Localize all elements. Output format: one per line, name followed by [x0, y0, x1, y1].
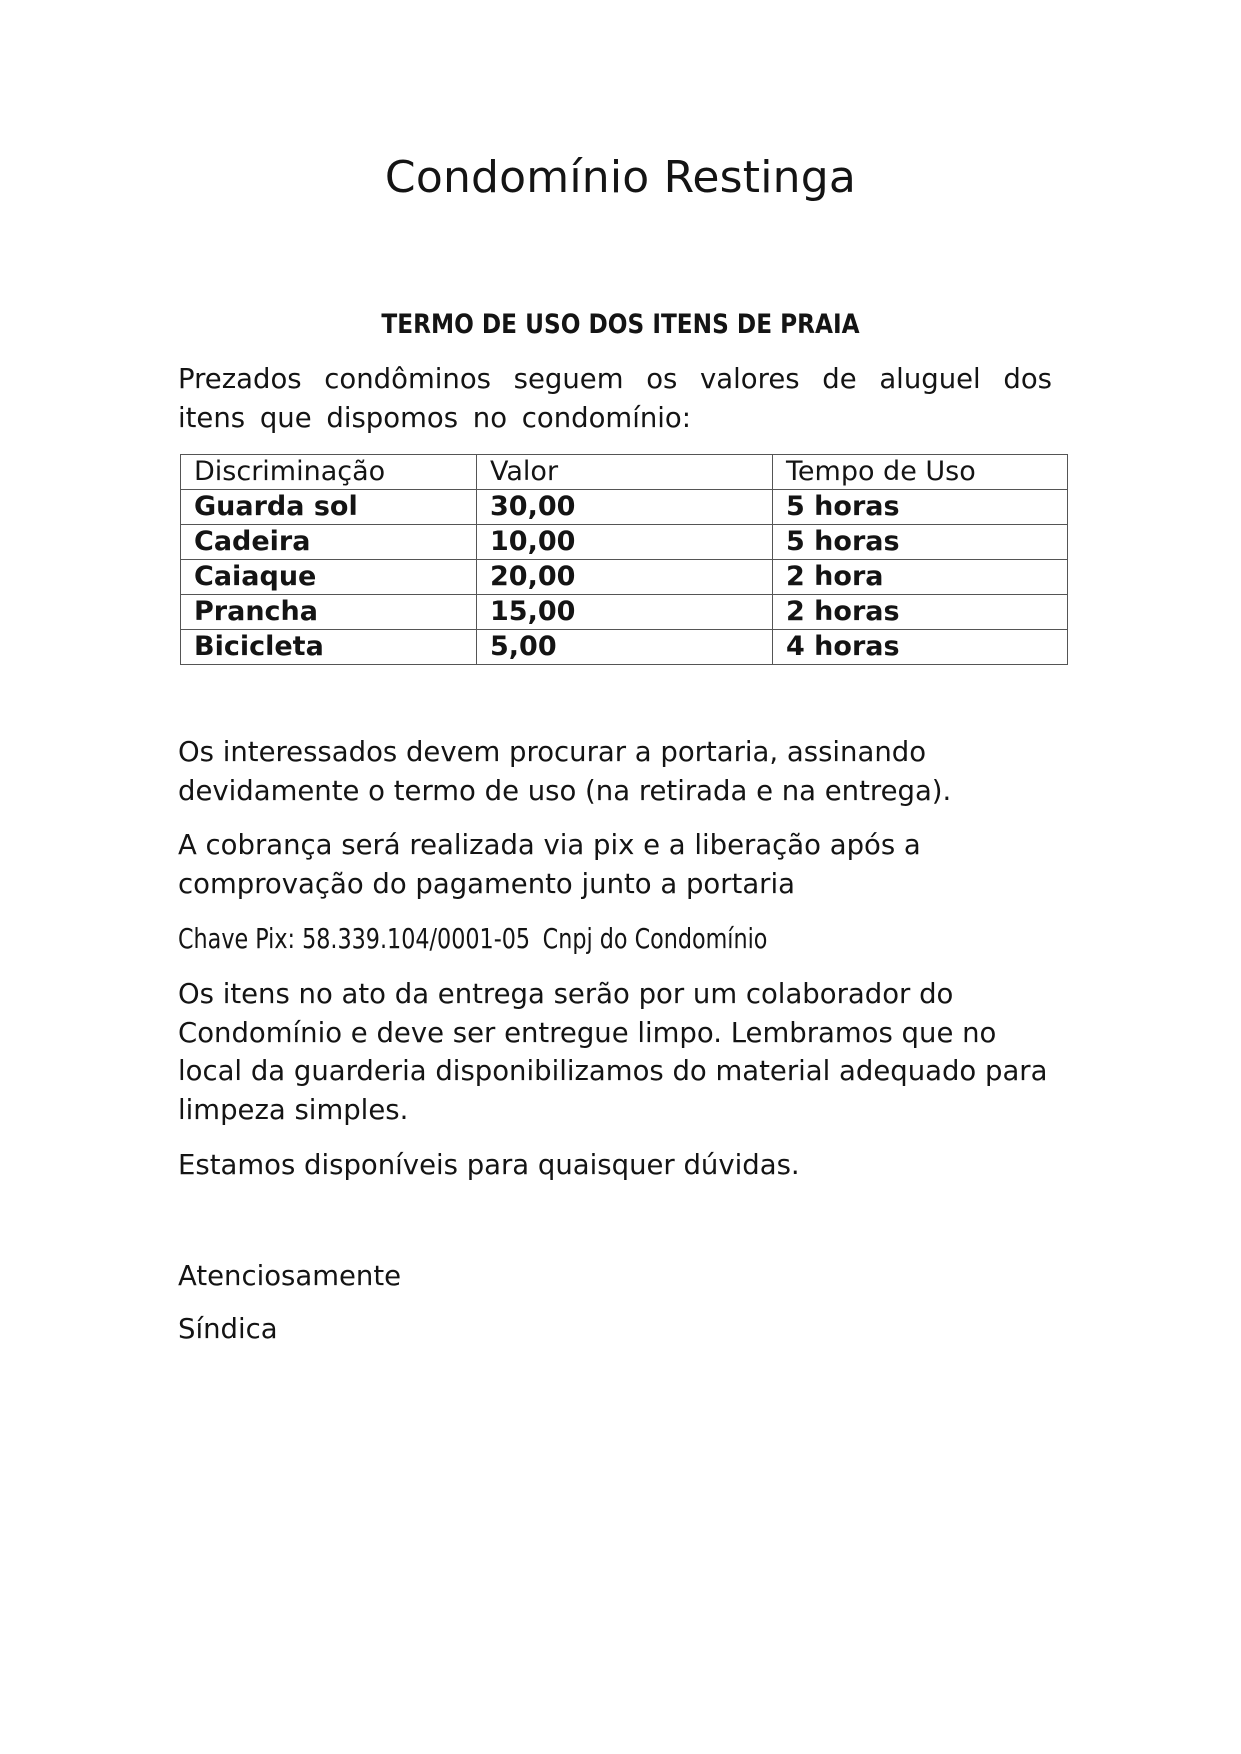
payment-paragraph: A cobrança será realizada via pix e a liberação após a comprovação do pagamento junto a portaria	[178, 829, 921, 900]
pix-note: Cnpj do Condomínio	[542, 923, 768, 955]
price-table	[180, 454, 1068, 665]
table-row	[181, 560, 1068, 595]
table-header-row	[181, 455, 1068, 490]
item-duration-cell: 5 horas	[773, 490, 1068, 525]
item-value-cell: 30,00	[477, 490, 773, 525]
item-name-cell: Caiaque	[181, 560, 477, 595]
item-duration-cell: 2 horas	[773, 595, 1068, 630]
item-value-cell: 10,00	[477, 525, 773, 560]
item-value-cell: 5,00	[477, 630, 773, 665]
item-value-cell: 20,00	[477, 560, 773, 595]
table-row	[181, 525, 1068, 560]
return-conditions-paragraph: Os itens no ato da entrega serão por um colaborador do Condomínio e deve ser entregue limpo. Lembramos que no local da guarderia disponibilizamos do material adequado para limpeza simples.	[178, 978, 1048, 1126]
item-duration-cell: 5 horas	[773, 525, 1068, 560]
item-duration-cell: 4 horas	[773, 630, 1068, 665]
header-cell-duration: Tempo de Uso	[773, 455, 1068, 490]
pix-key-line	[178, 920, 767, 958]
header-cell-value: Valor	[477, 455, 773, 490]
closing-salutation: Atenciosamente	[178, 1260, 402, 1292]
item-name-cell: Guarda sol	[181, 490, 477, 525]
questions-paragraph: Estamos disponíveis para quaisquer dúvidas.	[178, 1149, 800, 1181]
table-row	[181, 630, 1068, 665]
document-subtitle: TERMO DE USO DOS ITENS DE PRAIA	[381, 309, 860, 340]
item-name-cell: Cadeira	[181, 525, 477, 560]
table-row	[181, 595, 1068, 630]
header-cell-item: Discriminação	[181, 455, 477, 490]
item-duration-cell: 2 hora	[773, 560, 1068, 595]
pix-key: 58.339.104/0001-05	[302, 923, 531, 955]
intro-paragraph: Prezados condôminos seguem os valores de aluguel dos itens que dispomos no condomínio:	[178, 363, 1052, 434]
item-name-cell: Prancha	[181, 595, 477, 630]
signer-title: Síndica	[178, 1313, 278, 1345]
item-name-cell: Bicicleta	[181, 630, 477, 665]
item-value-cell: 15,00	[477, 595, 773, 630]
pix-label: Chave Pix:	[178, 923, 296, 955]
pickup-instructions-paragraph: Os interessados devem procurar a portaria, assinando devidamente o termo de uso (na retirada e na entrega).	[178, 736, 952, 807]
page-title: Condomínio Restinga	[384, 152, 857, 203]
table-row	[181, 490, 1068, 525]
